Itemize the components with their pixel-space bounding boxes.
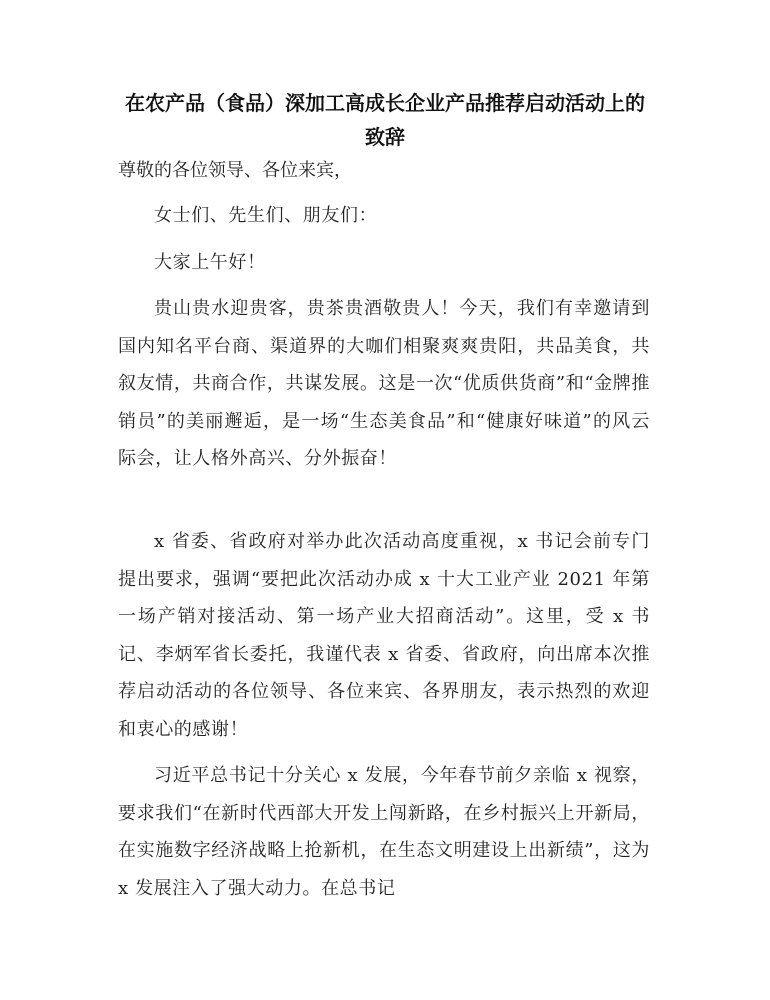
- paragraph-development: 习近平总书记十分关心 x 发展，今年春节前夕亲临 x 视察，要求我们“在新时代西部大开发上闯新路，在乡村振兴上开新局，在实施数字经济战略上抢新机，在生态文明建设上出新绩”，这为 x 发展注入了强大动力。在总书记: [118, 765, 650, 899]
- paragraph-greeting-audience: 女士们、先生们、朋友们：: [154, 205, 378, 226]
- paragraph-good-morning: 大家上午好！: [154, 252, 266, 273]
- paragraph-welcome: 贵山贵水迎贵客，贵茶贵酒敬贵人！今天，我们有幸邀请到国内知名平台商、渠道界的大咖们相聚爽爽贵阳，共品美食，共叙友情，共商合作，共谋发展。这是一次“优质供货商”和“金牌推销员”的美丽邂逅，是一场“生态美食品”和“健康好味道”的风云际会，让人格外高兴、分外振奋！: [118, 298, 650, 469]
- paragraph-thanks: x 省委、省政府对举办此次活动高度重视，x 书记会前专门提出要求，强调“要把此次活动办成 x 十大工业产业 2021 年第一场产销对接活动、第一场产业大招商活动”。这里，受 x 书记、李炳军省长委托，我谨代表 x 省委、省政府，向出席本次推荐启动活动的各位领导、各位来宾、各界朋友，表示热烈的欢迎和衷心的感谢！: [118, 531, 650, 740]
- document-title: 在农产品（食品）深加工高成长企业产品推荐启动活动上的致辞: [125, 91, 645, 149]
- salutation: 尊敬的各位领导、各位来宾，: [118, 160, 352, 181]
